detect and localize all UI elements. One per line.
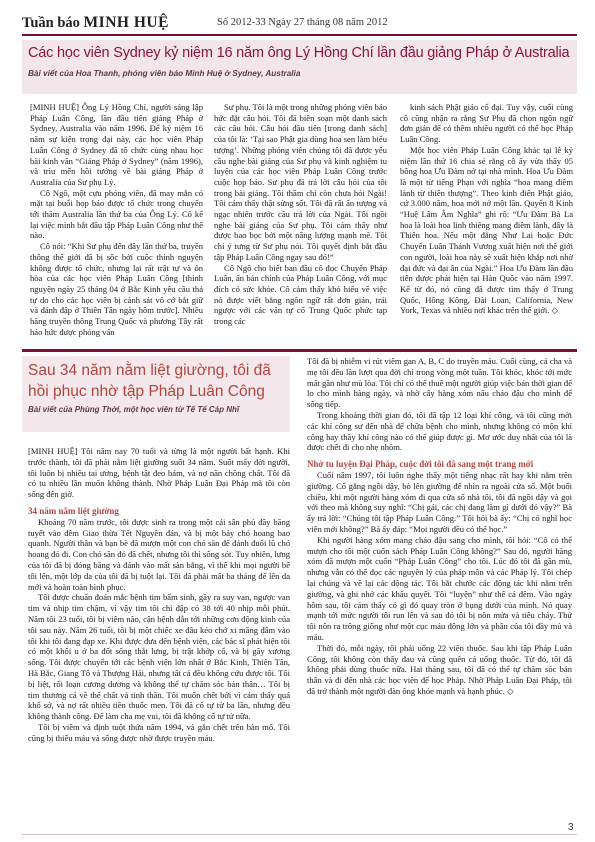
paragraph: Tôi đã bị nhiễm vi rút viêm gan A, B, C do truyền máu. Cuối cùng, cả cha và mẹ tôi đều lần lượt qua đời chỉ trong vòng một tuần. Tôi khóc, khóc tới mức mất gần như mù lòa. Tôi chỉ có thể thuê một người giúp việc bán thời gian để lo cho mình hàng ngày, và nhờ cây hàng xóm nấu cháo đậu cho mình để sống tiếp. bbox=[307, 356, 573, 410]
paragraph: [MINH HUỆ] Ông Lý Hồng Chí, người sáng lập Pháp Luân Công, lần đầu tiên giảng Pháp ở Sydney, Australia vào năm 1996. Để kỷ niệm 16 năm sự kiện trọng đại này, các học viên Pháp Luân Công ở Sydney đã tổ chức cùng nhau học bài kinh văn “Giảng Pháp ở Sydney” (năm 1996), và trìu mến hồi tưởng về bài giảng Pháp ở Australia của Sư phụ Lý. bbox=[30, 102, 203, 187]
article-title: Sau 34 năm nằm liệt giường, tôi đã hồi phục nhờ tập Pháp Luân Công bbox=[28, 362, 271, 400]
paragraph: Sư phụ. Tôi là một trong những phóng viên báo hức đặt câu hỏi. Tôi đã biên soạn một danh sách các câu hỏi. Câu hỏi đầu tiên [trong danh sách] của tôi là: ‘Tại sao Phật gia dùng hoa sen làm biểu tượng’. Những phóng viên chúng tôi đã được yêu cầu nghe bài giảng của Sư phụ và kinh nghiệm tu luyện của các học viên Pháp Luân Công trước cuộc họp báo. Sư phụ đã trả lời câu hỏi của tôi trong bài giảng. Tôi thầm chỉ còn chưa hỏi Ngài! Tôi cảm thấy thật sửng sốt. Tôi đã rất ấn tượng và ngạc nhiên trước cầu trả lời của Ngài. Tôi ngồi nghe bài giảng của Sư phụ. Tôi cảm thấy như được bao bọc bởi một năng lượng mạnh mẽ. Tôi chỉ ý tưng từ Sư phụ nói. Tôi quyết định bắt đầu tập Pháp Luân Công ngay sau đó!” bbox=[214, 102, 387, 262]
page-header bbox=[22, 14, 577, 36]
paragraph: Cô Ngô, một cựu phóng viên, đã may mắn có mặt tại buổi họp báo được tổ chức trong chuyến tới thăm Australia lần thứ ba của Ông Lý. Cô kể lại việc mình bắt đầu tập Pháp Luân Công như thế nào. bbox=[30, 187, 203, 241]
paragraph: Một học viên Pháp Luân Công khác tại lễ kỷ niệm lần thứ 16 chia sẻ rằng cô ấy vừa thấy 05 bông hoa Ưu Đàm nở tại nhà mình. Hoa Ưu Đàm là một từ tiếng Phạn với nghĩa “hoa mang điềm lành từ thiên thượng”. Theo kinh điển Phật giáo, cứ 3.000 năm, hoa mới nở một lần. Quyển 8 Kinh “Huệ Lâm Âm Nghĩa” ghi rõ: “Ưu Đàm Bà La hoa là loài hoa linh thiêng mang điềm lành, đây là Thiên hoa. Nếu một đẳng Như Lai hoặc Đức Chuyển Luân Thánh Vương xuất hiện nơi thế giới con người, loài hoa này sẽ xuất hiện khắp nơi nhờ đại đức và đại ân của Ngài.” Hoa Ưu Đàm lần đầu tiên được phát hiện tại Hàn Quốc vào năm 1997. Kể từ đó, nó cũng đã được tìm thấy ở Trung Quốc, Hồng Kông, Đài Loan, California, New York, Texas và nhiều nơi khác trên thế giới. ◇ bbox=[400, 144, 573, 316]
article-column-3 bbox=[400, 102, 573, 316]
paragraph: Trong khoảng thời gian đó, tôi đã tập 12 loại khí công, và tôi cũng mời các khí công sư đến nhà để chữa bệnh cho mình, nhưng không có môn khí công hay thầy khí công nào có thể giúp được gì. Mơ ước duy nhất của tôi là được chết đi cho nhẹ nhõm. bbox=[307, 409, 572, 453]
masthead-prefix: Tuần báo bbox=[22, 15, 80, 31]
article-recovery bbox=[22, 356, 577, 826]
subheading: Nhờ tu luyện Đại Pháp, cuộc đời tôi đã sang một trang mới bbox=[307, 459, 534, 470]
paragraph: Tôi được chuẩn đoán mắc bệnh tim bẩm sinh, gầy ra suy van, ngược van tim và nhịp tim chậm, vì vậy tim tôi chỉ đập có 38 tới 40 nhịp mỗi phút. Năm tôi 23 tuổi, tôi bị viêm não, cận bệnh dẫn tới những cơn động kinh của tôi sau này. Năm 26 tuổi, tôi bị một chiếc xe đâu kéo chở xi măng đâm vào tôi khi tôi đang đạp xe. Khi được đưa đến bệnh viện, các bác sĩ phát hiện tôi có một khối u ở ba đốt sống thắt lưng, bị trật khớp cổ, và bị gãy xương sống. Tôi được chuyển tới các bệnh viện lớn nhất ở Bắc Kinh, Thiên Tân, Hà Bắc, Giang Tô và Thượng Hải, nhưng tất cả đều không cứu được tôi. Tôi bị liệt, rối loạn cương dương và không thể tự chăm sóc bản thân… Tôi bị tim thương cả về thể chất và tinh thần. Tôi muốn chết bởi vì cảm thấy quá khổ sở, và nợ rất nhiều tiền thuốc men. Tôi đã cố tự tử ba lần, nhưng đều không thành công. Để làm cha mẹ vui, tôi đã không cố tự tử nữa. bbox=[28, 592, 290, 722]
page-number: 3 bbox=[568, 822, 574, 833]
header-rule bbox=[22, 34, 577, 36]
subheading: 34 năm nằm liệt giường bbox=[28, 505, 119, 516]
article-sydney bbox=[22, 40, 577, 342]
masthead bbox=[22, 14, 169, 32]
article-column-1 bbox=[30, 102, 203, 337]
section-divider bbox=[22, 349, 577, 352]
paragraph: Thời đó, mỗi ngày, tôi phải uống 22 viên thuốc. Sau khi tập Pháp Luân Công, tôi không còn thấy đau và cũng quên cả uống thuốc. Từ đó, tôi đã không phải dùng thuốc nữa. Hai tháng sau, tôi đã có thể tự chăm sóc bản thân và đi đến nhà các học viên để học Pháp. Nhờ Pháp Luân Đại Pháp, tôi đã trở thành một người đàn ông khỏe mạnh và hạnh phúc. ◇ bbox=[307, 642, 572, 696]
paragraph: Cuối năm 1997, tôi luôn nghe thấy một tiếng nhạc rất hay khi nằm trên giường. Cố gắng ngồi dậy, bò lên giường để nhìn ra ngoài cửa sổ. Một buổi chiều, khi một người hàng xóm đi qua cửa sổ nhà tôi, tôi đã ngồi dậy và gọi với theo mà không suy nghĩ: “Chị gái, các chị đang làm gì dưới đó vậy?” Bà ấy trả lời: “Chúng tôi tập Pháp Luân Công.” Tôi hỏi bà ấy: “Chị có nghĩ học viên mới không?” Bà ấy đáp: “Mọi người đều có thể học.” bbox=[307, 469, 572, 534]
paragraph: kinh sách Phật giáo cổ đại. Tuy vậy, cuối cùng cô cũng nhận ra rằng Sư Phụ đã chọn ngôn ngữ đơn giản để có thêm nhiều người có thể học Pháp Luân Công. bbox=[400, 102, 573, 145]
paragraph: Tôi bị viêm và định tuột thứa năm 1994, và gắn chết trên bàn mổ. Tôi cũng bị thiếu máu và sống được nhờ được truyền máu. bbox=[28, 721, 290, 743]
paragraph: [MINH HUỆ] Tôi năm nay 70 tuổi và từng là một người bất hạnh. Khi trước thành, tôi đã phải nằm liệt giường suốt 34 năm. Suốt mấy đời người, tôi luôn bị nhiều tai ương, bệnh tật đeo bám, và nợ nần chồng chất. Tôi đã có tu nhiều lần muốn không thành. Nhờ Pháp Luân Đại Pháp mà tôi còn sống đến giờ. bbox=[28, 446, 290, 500]
article-title: Các học viên Sydney kỷ niệm 16 năm ông Lý Hồng Chí lần đầu giảng Pháp ở Australia bbox=[28, 45, 570, 61]
article-column-2 bbox=[214, 102, 387, 327]
article-byline: Bài viết của Hoa Thanh, phóng viên báo Minh Huệ ở Sydney, Australia bbox=[28, 69, 301, 78]
article-column-2 bbox=[307, 356, 572, 697]
issue-info: Số 2012-33 Ngày 27 tháng 08 năm 2012 bbox=[217, 17, 388, 28]
article-column-1 bbox=[28, 446, 290, 744]
paragraph: Cô Ngô cho biết ban đầu cô đọc Chuyển Pháp Luân, ấn bản chính của Pháp Luân Công, với mục đích có sức khỏe. Cô cảm thấy khó hiểu về việc nó được viết bằng ngôn ngữ rất đơn giản, trái ngược với các văn tự cổ Trung Quốc phức tạp trong các bbox=[214, 262, 387, 327]
masthead-name: MINH HUỆ bbox=[83, 14, 169, 31]
paragraph: Khi người hàng xóm mang cháo đậu sang cho mình, tôi hỏi: “Cô có thể mượn cho tôi một cuốn sách Pháp Luân Công không?” Sau đó, người hàng xóm đã mượn một cuốn “Pháp Luân Công” cho tôi. Lúc đó tôi đã gần mù, nhưng vẫn có thể đọc các nguyên lý của pháp môn và các Pháp lý. Tôi chép lại chúng và về lại các động tác. Tôi bắt chước các động tác khi nằm trên giường, và ghi nhớ các khẩu quyết. Tôi “luyện” như thế cả đêm. Vào ngày hôm sau, tôi cảm thấy có gì đó quay tròn ở bụng dưới của mình. Nó quay mạnh tới mức người tôi run lên và sau đó tôi bị nôn mửa và tiêu chảy. Thứ tôi nôn ra trông giống như một cục máu đông lớn và phân của tôi đầy mủ và máu. bbox=[307, 534, 572, 642]
article-byline: Bài viết của Phùng Thời, một học viên từ Tế Tế Cáp Nhĩ bbox=[28, 405, 240, 414]
footer-rule bbox=[22, 834, 577, 835]
paragraph: Cô nói: “Khi Sư phụ đến đây lần thứ ba, truyền thông thế giới đã bị sốc bởi cuộc thỉnh nguyện không được tổ chức, nhưng lại rất trật tự và ôn hòa của các học viên Pháp Luân Công [thỉnh nguyện ngày 25 tháng 04 ở Bắc Kinh yêu cầu thả tự do cho các học viên bị cảnh sát vô cớ bắt giữ và đánh đập ở Thiên Tân ngày hôm trước]. Nhiều hãng truyền thông Trung Quốc và phương Tây rất háo hức được phỏng vấn bbox=[30, 241, 203, 337]
paragraph: Khoảng 70 năm trước, tôi được sinh ra trong một cái sân phủ đầy băng tuyết vào đêm Giao thừa Tết Nguyên đán, và bị một bảy chó hoang bao quanh. Người thân và bạn bè đã mượn một con chó săn để đánh đuổi lũ chó hoang đó đi. Con chó săn đó đã chết, nhưng tôi thì sống sót. Tuy nhiên, lưng của tôi đã bị đóng băng và đánh vào mất sàn bằng, vì thế khi mọi người bế tôi lên, một lớp da của tôi đã bị tuột lại. Tôi đã phải mất ba tháng để lên da mới và hoàn toàn bình phục. bbox=[28, 516, 290, 592]
